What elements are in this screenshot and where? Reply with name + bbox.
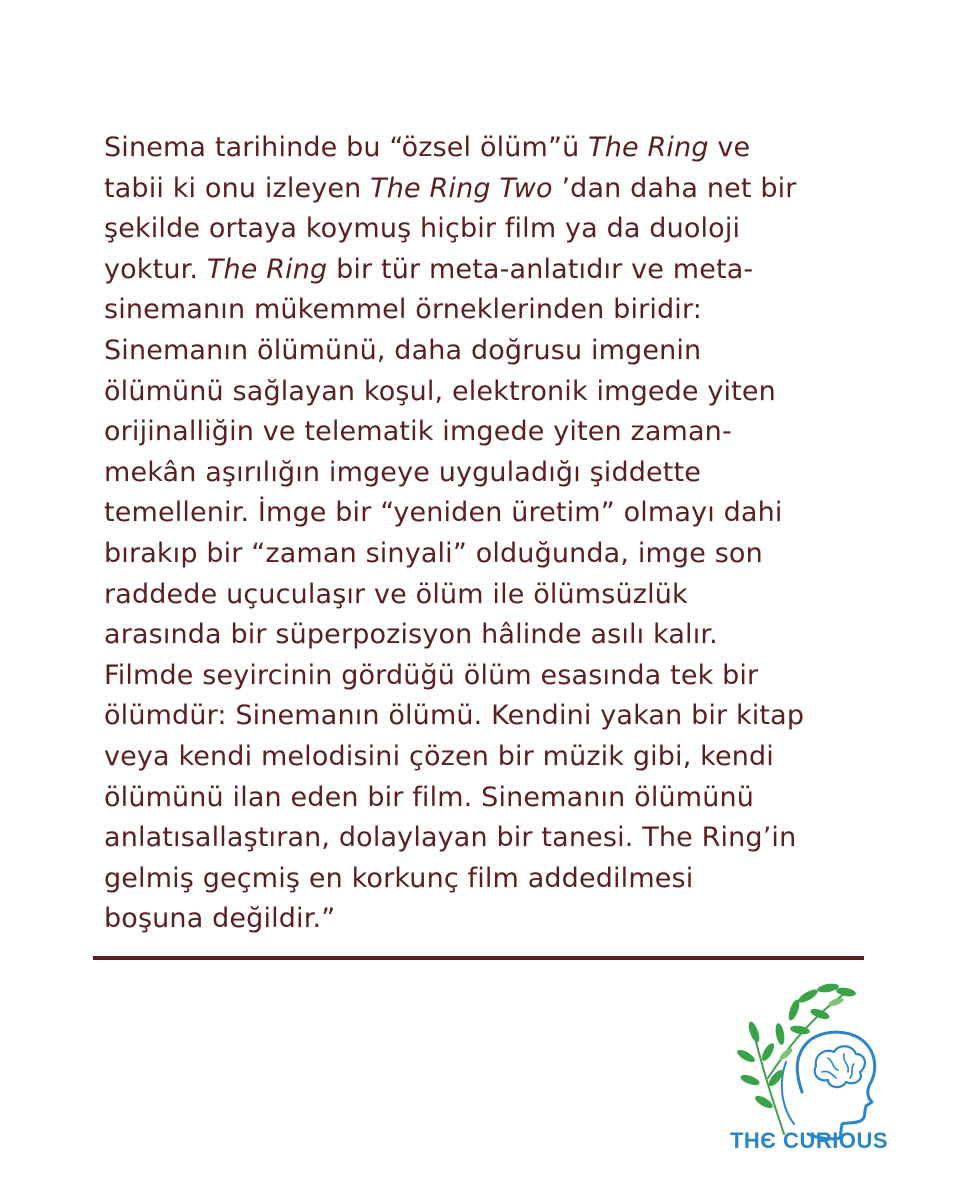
text-line: şekilde ortaya koymuş hiçbir film ya da duoloji	[104, 213, 741, 245]
text-line: mekân aşırılığın imgeye uyguladığı şiddette	[104, 456, 702, 488]
text-line: temellenir. İmge bir “yeniden üretim” olmayı dahi	[104, 497, 783, 529]
text-line: arasında bir süperpozisyon hâlinde asılı kalır.	[104, 619, 718, 651]
text-line: ölümünü sağlayan koşul, elektronik imgede yiten	[104, 375, 776, 407]
brand-name: THЄ CURIOUS	[729, 1128, 889, 1153]
article-text	[104, 128, 844, 940]
text-line: Filmde seyircinin gördüğü ölüm esasında tek bir	[104, 659, 759, 691]
text-line: boşuna değildir.”	[104, 903, 336, 935]
text-line: veya kendi melodisini çözen bir müzik gibi, kendi	[104, 740, 774, 772]
text-line: sinemanın mükemmel örneklerinden biridir:	[104, 294, 702, 326]
text-line: gelmiş geçmiş en korkunç film addedilmesi	[104, 862, 694, 894]
text-line: bırakıp bir “zaman sinyali” olduğunda, imge son	[104, 537, 763, 569]
text-line: ölümdür: Sinemanın ölümü. Kendini yakan bir kitap	[104, 700, 805, 732]
text-line: yoktur. The Ring bir tür meta-anlatıdır ve meta-	[104, 253, 754, 285]
text-line: ölümünü ilan eden bir film. Sinemanın ölümünü	[104, 781, 754, 813]
section-divider	[93, 956, 864, 960]
text-line: anlatısallaştıran, dolaylayan bir tanesi. The Ring’in	[104, 822, 797, 854]
text-line: tabii ki onu izleyen The Ring Two ’dan daha net bir	[104, 172, 797, 204]
text-line: orijinalliğin ve telematik imgede yiten zaman-	[104, 416, 732, 448]
text-line: Sinemanın ölümünü, daha doğrusu imgenin	[104, 334, 702, 366]
text-line: Sinema tarihinde bu “özsel ölüm”ü The Ring ve	[104, 132, 751, 163]
text-line: raddede uçuculaşır ve ölüm ile ölümsüzlük	[104, 578, 688, 610]
